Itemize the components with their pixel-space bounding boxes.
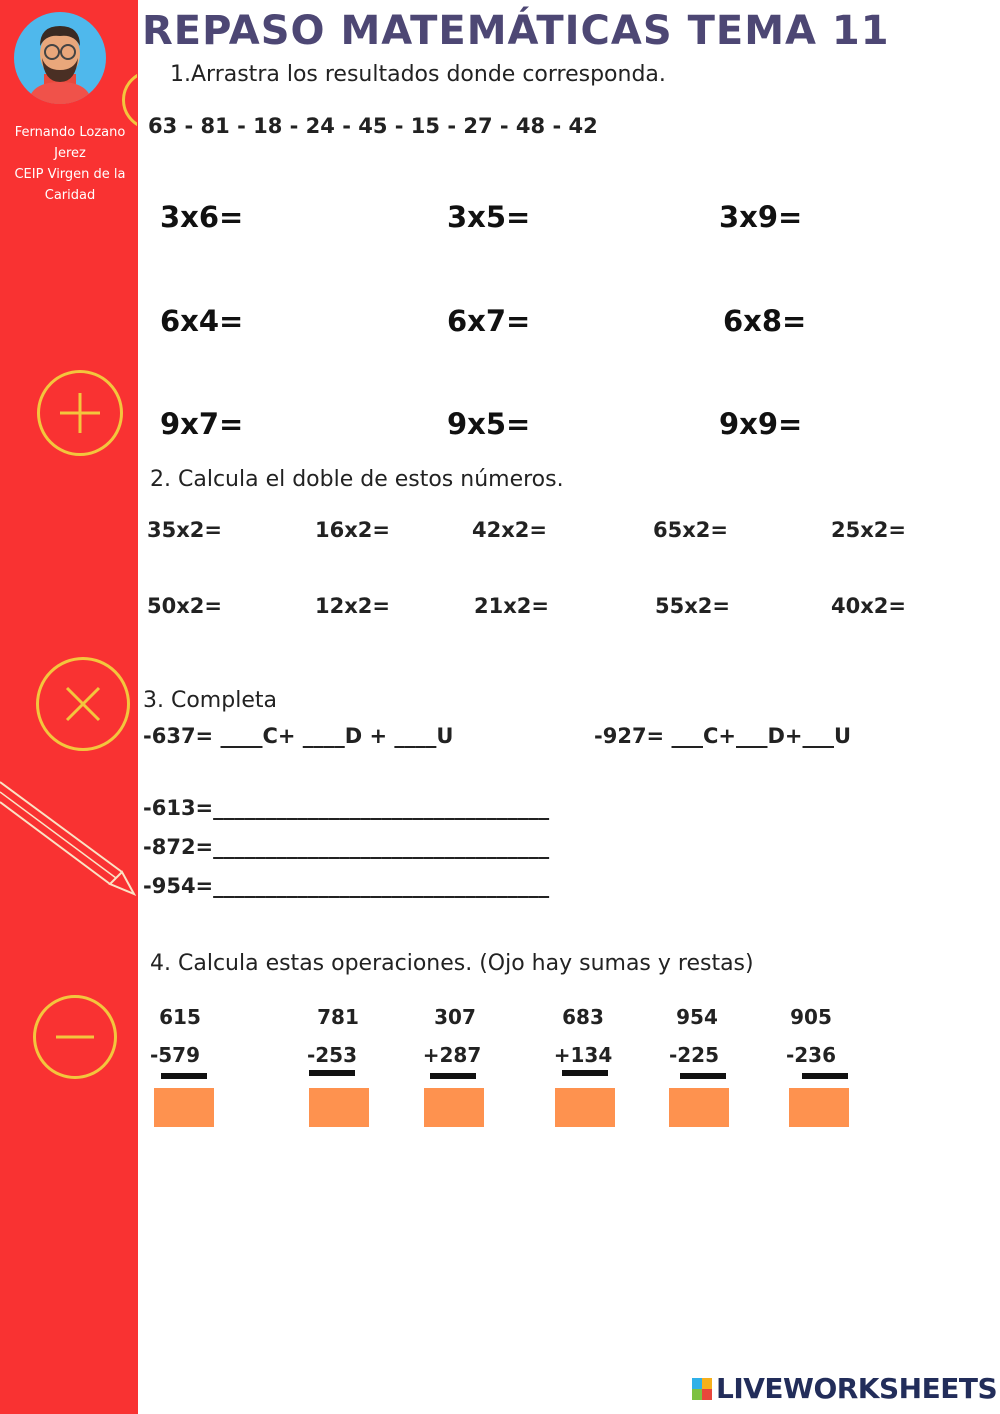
ex4-top-number: 905 xyxy=(790,1005,832,1029)
ex4-bottom-number: -236 xyxy=(785,1043,837,1067)
ex1-item: 3x9= xyxy=(719,200,803,234)
ex4-top-number: 307 xyxy=(434,1005,476,1029)
ex4-sum-bar xyxy=(430,1073,476,1079)
liveworksheets-logo-icon xyxy=(692,1378,712,1400)
ex2-item: 50x2= xyxy=(147,594,222,618)
ex1-item: 6x4= xyxy=(160,304,244,338)
liveworksheets-logo xyxy=(692,1372,997,1405)
ex3-decompose-637: -637= ____C+ ____D + ____U xyxy=(143,724,454,748)
ex1-item: 9x7= xyxy=(160,407,244,441)
ex3-line: -872=________________________________ xyxy=(143,835,550,859)
ex2-item: 12x2= xyxy=(315,594,390,618)
ex4-top-number: 683 xyxy=(562,1005,604,1029)
minus-icon xyxy=(33,995,117,1079)
ex2-item: 65x2= xyxy=(653,518,728,542)
ex3-line: -954=________________________________ xyxy=(143,874,550,898)
ex3-decompose-927: -927= ___C+___D+___U xyxy=(594,724,852,748)
author-name-line1: Fernando Lozano xyxy=(14,125,126,140)
ex2-item: 55x2= xyxy=(655,594,730,618)
author-credit xyxy=(0,122,140,206)
ex2-item: 16x2= xyxy=(315,518,390,542)
ex1-item: 9x5= xyxy=(447,407,531,441)
ex2-item: 35x2= xyxy=(147,518,222,542)
exercise3-instruction: 3. Completa xyxy=(143,688,277,713)
author-name-line2: Jerez xyxy=(54,146,86,161)
answer-bank[interactable]: 63 - 81 - 18 - 24 - 45 - 15 - 27 - 48 - 42 xyxy=(148,114,598,138)
ex4-top-number: 615 xyxy=(159,1005,201,1029)
ex1-item: 3x5= xyxy=(447,200,531,234)
page-title: REPASO MATEMÁTICAS TEMA 11 xyxy=(142,8,890,54)
ex4-bottom-number: -253 xyxy=(306,1043,358,1067)
ex4-bottom-number: -225 xyxy=(668,1043,720,1067)
ex3-line: -613=________________________________ xyxy=(143,796,550,820)
ex2-item: 40x2= xyxy=(831,594,906,618)
ex4-sum-bar xyxy=(562,1070,608,1076)
ex4-answer-box[interactable] xyxy=(789,1088,849,1127)
ex4-answer-box[interactable] xyxy=(555,1088,615,1127)
ex1-item: 6x7= xyxy=(447,304,531,338)
liveworksheets-brand: LIVEWORKSHEETS xyxy=(716,1372,998,1405)
avatar-icon xyxy=(14,12,106,104)
ex1-item: 6x8= xyxy=(723,304,807,338)
ex4-bottom-number: -579 xyxy=(149,1043,201,1067)
ex2-item: 42x2= xyxy=(472,518,547,542)
author-school-line1: CEIP Virgen de la xyxy=(14,167,126,182)
pencil-icon xyxy=(0,780,140,900)
ex1-item: 3x6= xyxy=(160,200,244,234)
ex4-bottom-number: +287 xyxy=(422,1043,482,1067)
ex4-sum-bar xyxy=(680,1073,726,1079)
plus-icon xyxy=(37,370,123,456)
ex2-item: 25x2= xyxy=(831,518,906,542)
ex4-bottom-number: +134 xyxy=(553,1043,613,1067)
times-icon xyxy=(36,657,130,751)
ex4-top-number: 954 xyxy=(676,1005,718,1029)
ex1-item: 9x9= xyxy=(719,407,803,441)
author-school-line2: Caridad xyxy=(44,188,96,203)
exercise4-instruction: 4. Calcula estas operaciones. (Ojo hay sumas y restas) xyxy=(150,951,754,976)
ex4-sum-bar xyxy=(802,1073,848,1079)
ex4-answer-box[interactable] xyxy=(154,1088,214,1127)
exercise1-instruction: 1.Arrastra los resultados donde corresponda. xyxy=(170,62,666,87)
ex4-sum-bar xyxy=(161,1073,207,1079)
ex2-item: 21x2= xyxy=(474,594,549,618)
exercise2-instruction: 2. Calcula el doble de estos números. xyxy=(150,467,564,492)
ex4-sum-bar xyxy=(309,1070,355,1076)
ex4-answer-box[interactable] xyxy=(669,1088,729,1127)
ex4-answer-box[interactable] xyxy=(309,1088,369,1127)
ex4-top-number: 781 xyxy=(317,1005,359,1029)
ex4-answer-box[interactable] xyxy=(424,1088,484,1127)
